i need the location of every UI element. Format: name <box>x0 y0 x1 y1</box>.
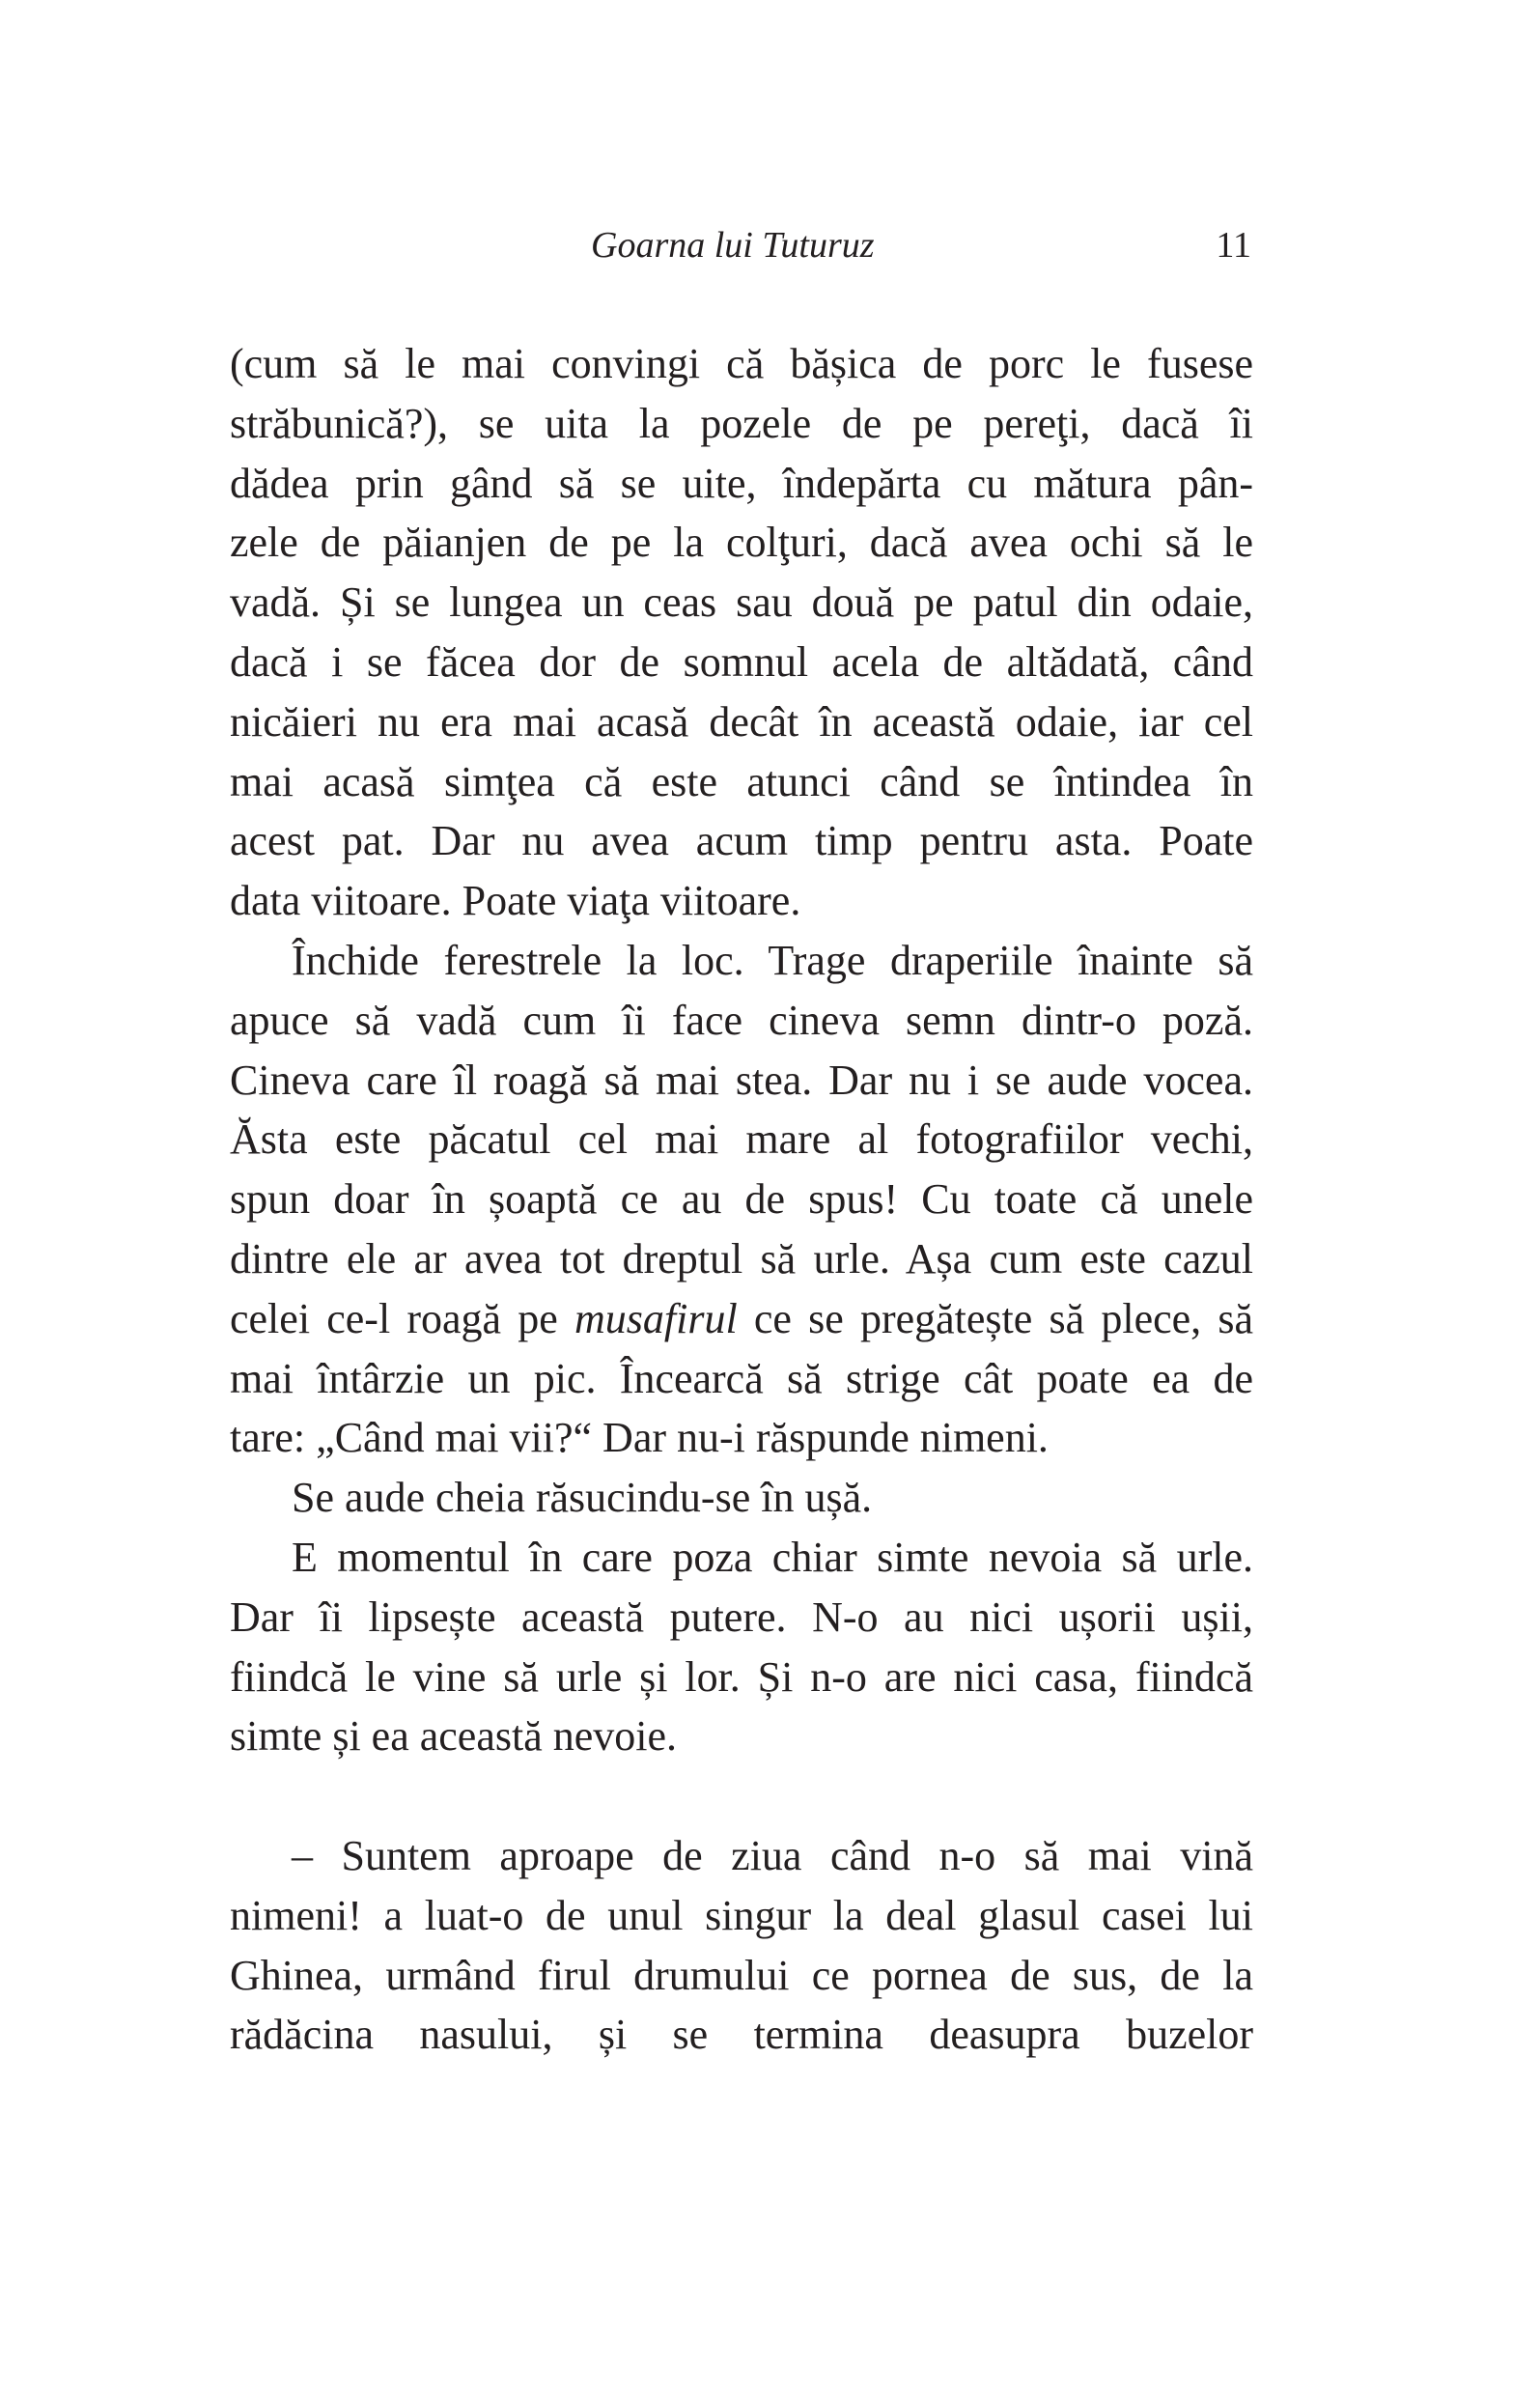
text-line: (cum să le mai convingi că bășica de porc le fusese <box>230 340 1253 387</box>
text-line: acest pat. Dar nu avea acum timp pentru asta. Poate <box>230 817 1253 865</box>
text-line-with-italic <box>230 1289 1253 1349</box>
text-line: mai acasă simţea că este atunci când se întindea în <box>230 757 1253 805</box>
text-line: apuce să vadă cum îi face cineva semn dintr-o poză. <box>230 996 1253 1044</box>
text-line: dintre ele ar avea tot dreptul să urle. Așa cum este cazul <box>230 1234 1253 1283</box>
text-line: străbunică?), se uita la pozele de pe pereţi, dacă îi <box>230 399 1253 447</box>
text-line: nicăieri nu era mai acasă decât în această odaie, iar cel <box>230 697 1253 746</box>
text-line: vadă. Și se lungea un ceas sau două pe patul din odaie, <box>230 578 1253 627</box>
paragraph-start-line: Închide ferestrele la loc. Trage draperiile înainte să <box>292 936 1253 984</box>
text-line: dacă i se făcea dor de somnul acela de altădată, când <box>230 637 1253 686</box>
body-text <box>230 334 1253 2065</box>
text-line: spun doar în șoaptă ce au de spus! Cu toate că unele <box>230 1175 1253 1224</box>
text-line: rădăcina nasului, și se termina deasupra buzelor <box>230 2011 1253 2059</box>
text-line: fiindcă le vine să urle și lor. Și n-o are nici casa, fiindcă <box>230 1652 1253 1701</box>
paragraph-end-line: simte și ea această nevoie. <box>230 1712 678 1761</box>
running-title: Goarna lui Tuturuz <box>591 225 875 266</box>
text-line: Ăsta este păcatul cel mai mare al fotografiilor vechi, <box>230 1115 1253 1164</box>
running-head <box>230 223 1253 268</box>
text-line: nimeni! a luat-o de unul singur la deal glasul casei lui <box>230 1891 1253 1939</box>
paragraph-single-line: Se aude cheia răsucindu-se în ușă. <box>292 1474 873 1522</box>
italic-word: musafirul <box>574 1294 738 1342</box>
text-line: zele de păianjen de pe la colţuri, dacă avea ochi să le <box>230 519 1253 567</box>
text-line: dădea prin gând să se uite, îndepărta cu mătura pân- <box>230 459 1253 507</box>
dialogue-start-line: – Suntem aproape de ziua când n-o să mai vină <box>292 1831 1253 1879</box>
section-gap <box>230 1766 1253 1826</box>
page-number: 11 <box>1216 225 1251 266</box>
text-line: Dar îi lipsește această putere. N-o au nici ușorii ușii, <box>230 1593 1253 1641</box>
paragraph-end-line: data viitoare. Poate viaţa viitoare. <box>230 877 801 925</box>
text-segment: ce se pregătește să plece, să <box>737 1294 1254 1342</box>
text-line: mai întârzie un pic. Încearcă să strige cât poate ea de <box>230 1354 1253 1402</box>
text-line: Cineva care îl roagă să mai stea. Dar nu i se aude vocea. <box>230 1056 1253 1104</box>
paragraph-start-line: E momentul în care poza chiar simte nevoia să urle. <box>292 1533 1253 1581</box>
text-line: Ghinea, urmând firul drumului ce pornea de sus, de la <box>230 1951 1253 1999</box>
text-segment: celei ce-l roagă pe <box>230 1294 574 1342</box>
paragraph-end-line: tare: „Când mai vii?“ Dar nu-i răspunde nimeni. <box>230 1414 1049 1462</box>
